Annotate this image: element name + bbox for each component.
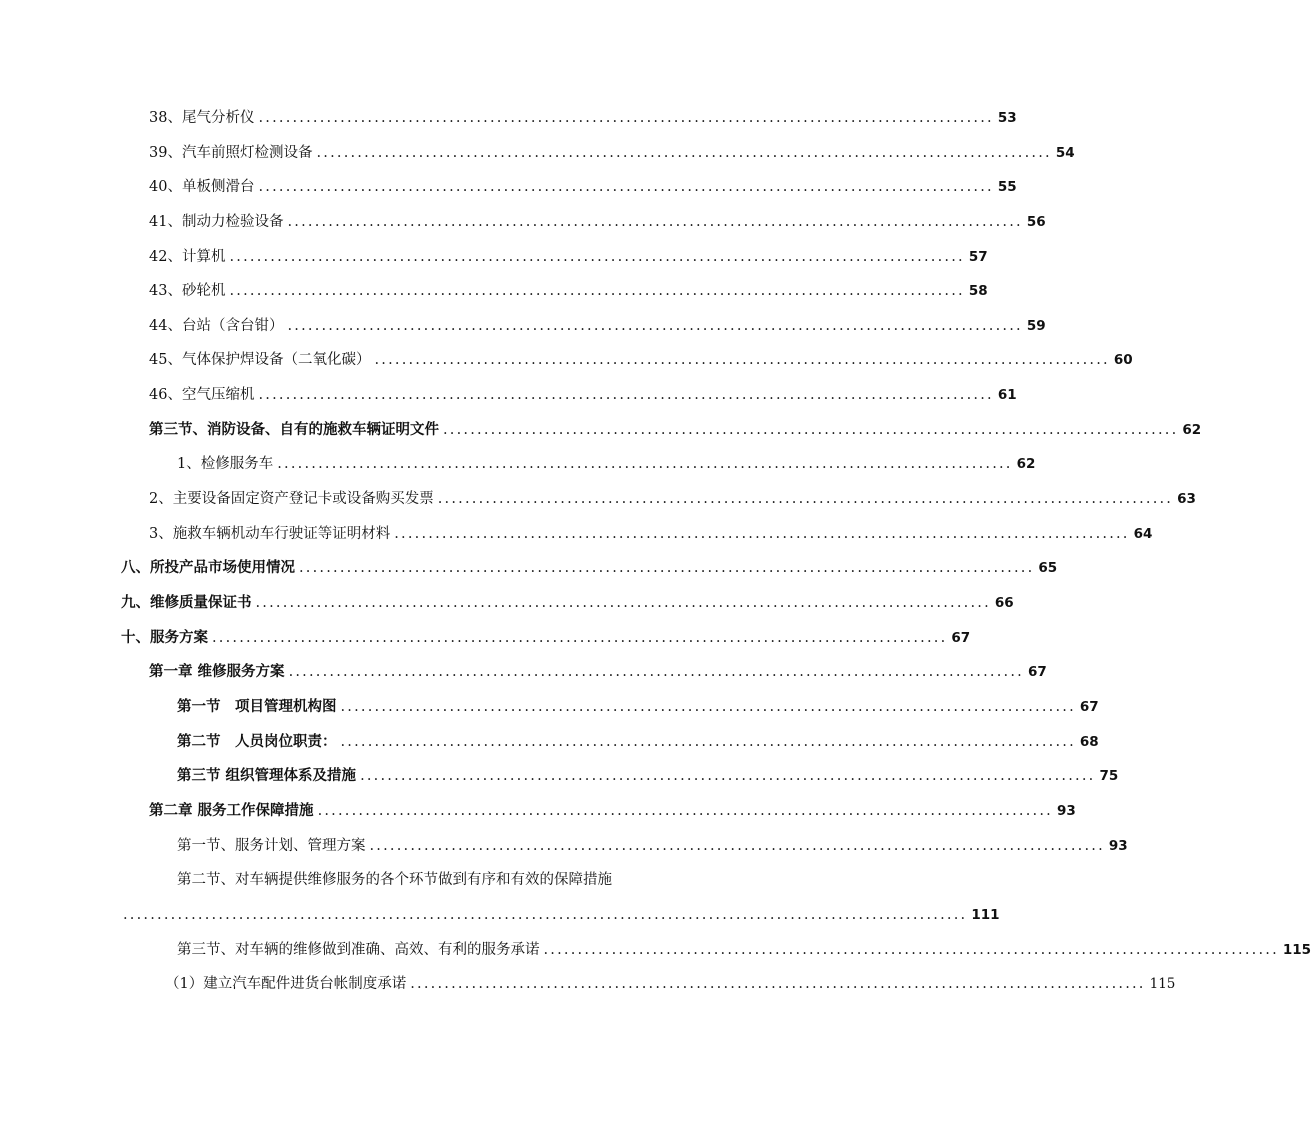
toc-leader-dots: ............................................................................................................: [340, 734, 1076, 750]
toc-leader-dots: ............................................................................................................: [229, 249, 965, 265]
toc-entry-page: 54: [1055, 145, 1075, 161]
toc-entry-page: 93: [1108, 838, 1128, 854]
toc-leader-dots: ............................................................................................................................: [123, 907, 968, 923]
toc-entry-page: 59: [1026, 318, 1046, 334]
toc-entry-title: 第一节 项目管理机构图: [177, 699, 337, 715]
toc-leader-dots: ............................................................................................................: [394, 526, 1130, 542]
toc-entry-title: 第二节 人员岗位职责：: [177, 734, 337, 750]
toc-entry-title: 第一节、服务计划、管理方案: [177, 838, 366, 854]
toc-entry-page: 64: [1133, 526, 1153, 542]
toc-entry-page: 63: [1177, 491, 1196, 507]
toc-entry: [123, 905, 1000, 925]
toc-leader-dots: ............................................................................................................: [360, 768, 1096, 784]
toc-entry-title: 44、台站（含台钳）: [149, 318, 284, 334]
toc-leader-dots: ............................................................................................................: [288, 664, 1024, 680]
toc-leader-dots: ............................................................................................................: [258, 110, 994, 126]
toc-entry[interactable]: [149, 177, 1017, 197]
toc-entry-page: 67: [1079, 699, 1099, 715]
toc-entry-page: 67: [1027, 664, 1047, 680]
toc-leader-dots: ............................................................................................................: [543, 942, 1279, 958]
toc-entry-page: 115: [1282, 942, 1311, 958]
toc-entry-title: 十、服务方案: [121, 630, 208, 646]
toc-entry[interactable]: [149, 281, 988, 301]
toc-entry-page: 61: [997, 387, 1017, 403]
toc-entry-title: 1、检修服务车: [177, 456, 274, 472]
toc-entry-page: 62: [1016, 456, 1036, 472]
toc-leader-dots: ............................................................................................................: [369, 838, 1105, 854]
toc-entry-title: 45、气体保护焊设备（二氧化碳）: [149, 352, 371, 368]
toc-entry[interactable]: [149, 489, 1196, 509]
toc-leader-dots: ............................................................................................................: [316, 145, 1052, 161]
toc-entry-title: 第一章 维修服务方案: [149, 664, 285, 680]
toc-entry[interactable]: [149, 316, 1046, 336]
toc-entry-title: 八、所投产品市场使用情况: [121, 560, 295, 576]
toc-entry[interactable]: [177, 697, 1099, 717]
toc-entry[interactable]: [149, 247, 988, 267]
toc-entry[interactable]: [177, 454, 1036, 474]
toc-entry-title: 39、汽车前照灯检测设备: [149, 145, 313, 161]
toc-entry[interactable]: [149, 108, 1017, 128]
toc-entry-page: 60: [1113, 352, 1133, 368]
toc-entry-title: 九、维修质量保证书: [121, 595, 252, 611]
toc-entry-title: 第三节、对车辆的维修做到准确、高效、有利的服务承诺: [177, 942, 540, 958]
toc-entry[interactable]: [149, 143, 1075, 163]
toc-entry-title: 38、尾气分析仪: [149, 110, 255, 126]
toc-entry-title: 2、主要设备固定资产登记卡或设备购买发票: [149, 491, 434, 507]
toc-entry-page: 57: [968, 249, 988, 265]
toc-entry-title: 第三节 组织管理体系及措施: [177, 768, 357, 784]
toc-leader-dots: ............................................................................................................: [410, 976, 1146, 992]
toc-entry[interactable]: [165, 974, 1176, 994]
toc-entry[interactable]: [149, 212, 1046, 232]
toc-entry-title: 40、单板侧滑台: [149, 179, 255, 195]
toc-entry[interactable]: [149, 420, 1202, 440]
toc-entry[interactable]: [177, 940, 1311, 960]
toc-entry-title: 46、空气压缩机: [149, 387, 255, 403]
toc-entry[interactable]: [149, 662, 1047, 682]
toc-entry[interactable]: [149, 524, 1153, 544]
toc-entry-title: 43、砂轮机: [149, 283, 226, 299]
toc-entry[interactable]: [121, 628, 971, 648]
toc-entry-title: （1）建立汽车配件进货台帐制度承诺: [165, 976, 407, 992]
toc-leader-dots: ............................................................................................................: [374, 352, 1110, 368]
toc-entry-page: 55: [997, 179, 1017, 195]
toc-entry-title: 41、制动力检验设备: [149, 214, 284, 230]
toc-entry-page: 53: [997, 110, 1017, 126]
toc-entry-title: 第三节、消防设备、自有的施救车辆证明文件: [149, 422, 439, 438]
toc-entry-page: 56: [1026, 214, 1046, 230]
toc-leader-dots: ............................................................................................................: [258, 387, 994, 403]
toc-entry-page: 68: [1079, 734, 1099, 750]
toc-leader-dots: ............................................................................................................: [277, 456, 1013, 472]
toc-entry-page: 115: [1149, 976, 1176, 992]
toc-entry-page: 75: [1099, 768, 1119, 784]
toc-leader-dots: ............................................................................................................: [437, 491, 1174, 507]
toc-entry[interactable]: [177, 732, 1099, 752]
toc-entry-page: 58: [968, 283, 988, 299]
toc-entry-title: 42、计算机: [149, 249, 226, 265]
toc-leader-dots: ............................................................................................................: [287, 318, 1023, 334]
toc-entry-title[interactable]: 第二节、对车辆提供维修服务的各个环节做到有序和有效的保障措施: [177, 872, 612, 888]
toc-leader-dots: ............................................................................................................: [317, 803, 1053, 819]
toc-entry[interactable]: [121, 558, 1058, 578]
toc-leader-dots: ............................................................................................................: [255, 595, 991, 611]
toc-leader-dots: ............................................................................................................: [229, 283, 965, 299]
toc-entry-page: 93: [1056, 803, 1076, 819]
toc-leader-dots: ............................................................................................................: [287, 214, 1023, 230]
toc-entry[interactable]: [149, 350, 1133, 370]
toc-leader-dots: ............................................................................................................: [299, 560, 1035, 576]
toc-entry[interactable]: [149, 801, 1076, 821]
toc-entry-page: 67: [951, 630, 971, 646]
toc-entry[interactable]: [121, 593, 1014, 613]
toc-leader-dots: ............................................................................................................: [258, 179, 994, 195]
toc-leader-dots: ............................................................................................................: [443, 422, 1179, 438]
toc-leader-dots: ............................................................................................................: [212, 630, 948, 646]
toc-entry-page: 66: [994, 595, 1014, 611]
toc-entry-page: 111: [971, 907, 1000, 923]
toc-entry-title: 3、施救车辆机动车行驶证等证明材料: [149, 526, 391, 542]
toc-entry[interactable]: [177, 766, 1119, 786]
toc-entry-title: 第二章 服务工作保障措施: [149, 803, 314, 819]
toc-leader-dots: ............................................................................................................: [340, 699, 1076, 715]
toc-entry[interactable]: [177, 836, 1128, 856]
toc-entry-page: 62: [1182, 422, 1202, 438]
toc-entry-page: 65: [1038, 560, 1058, 576]
toc-entry[interactable]: [149, 385, 1017, 405]
